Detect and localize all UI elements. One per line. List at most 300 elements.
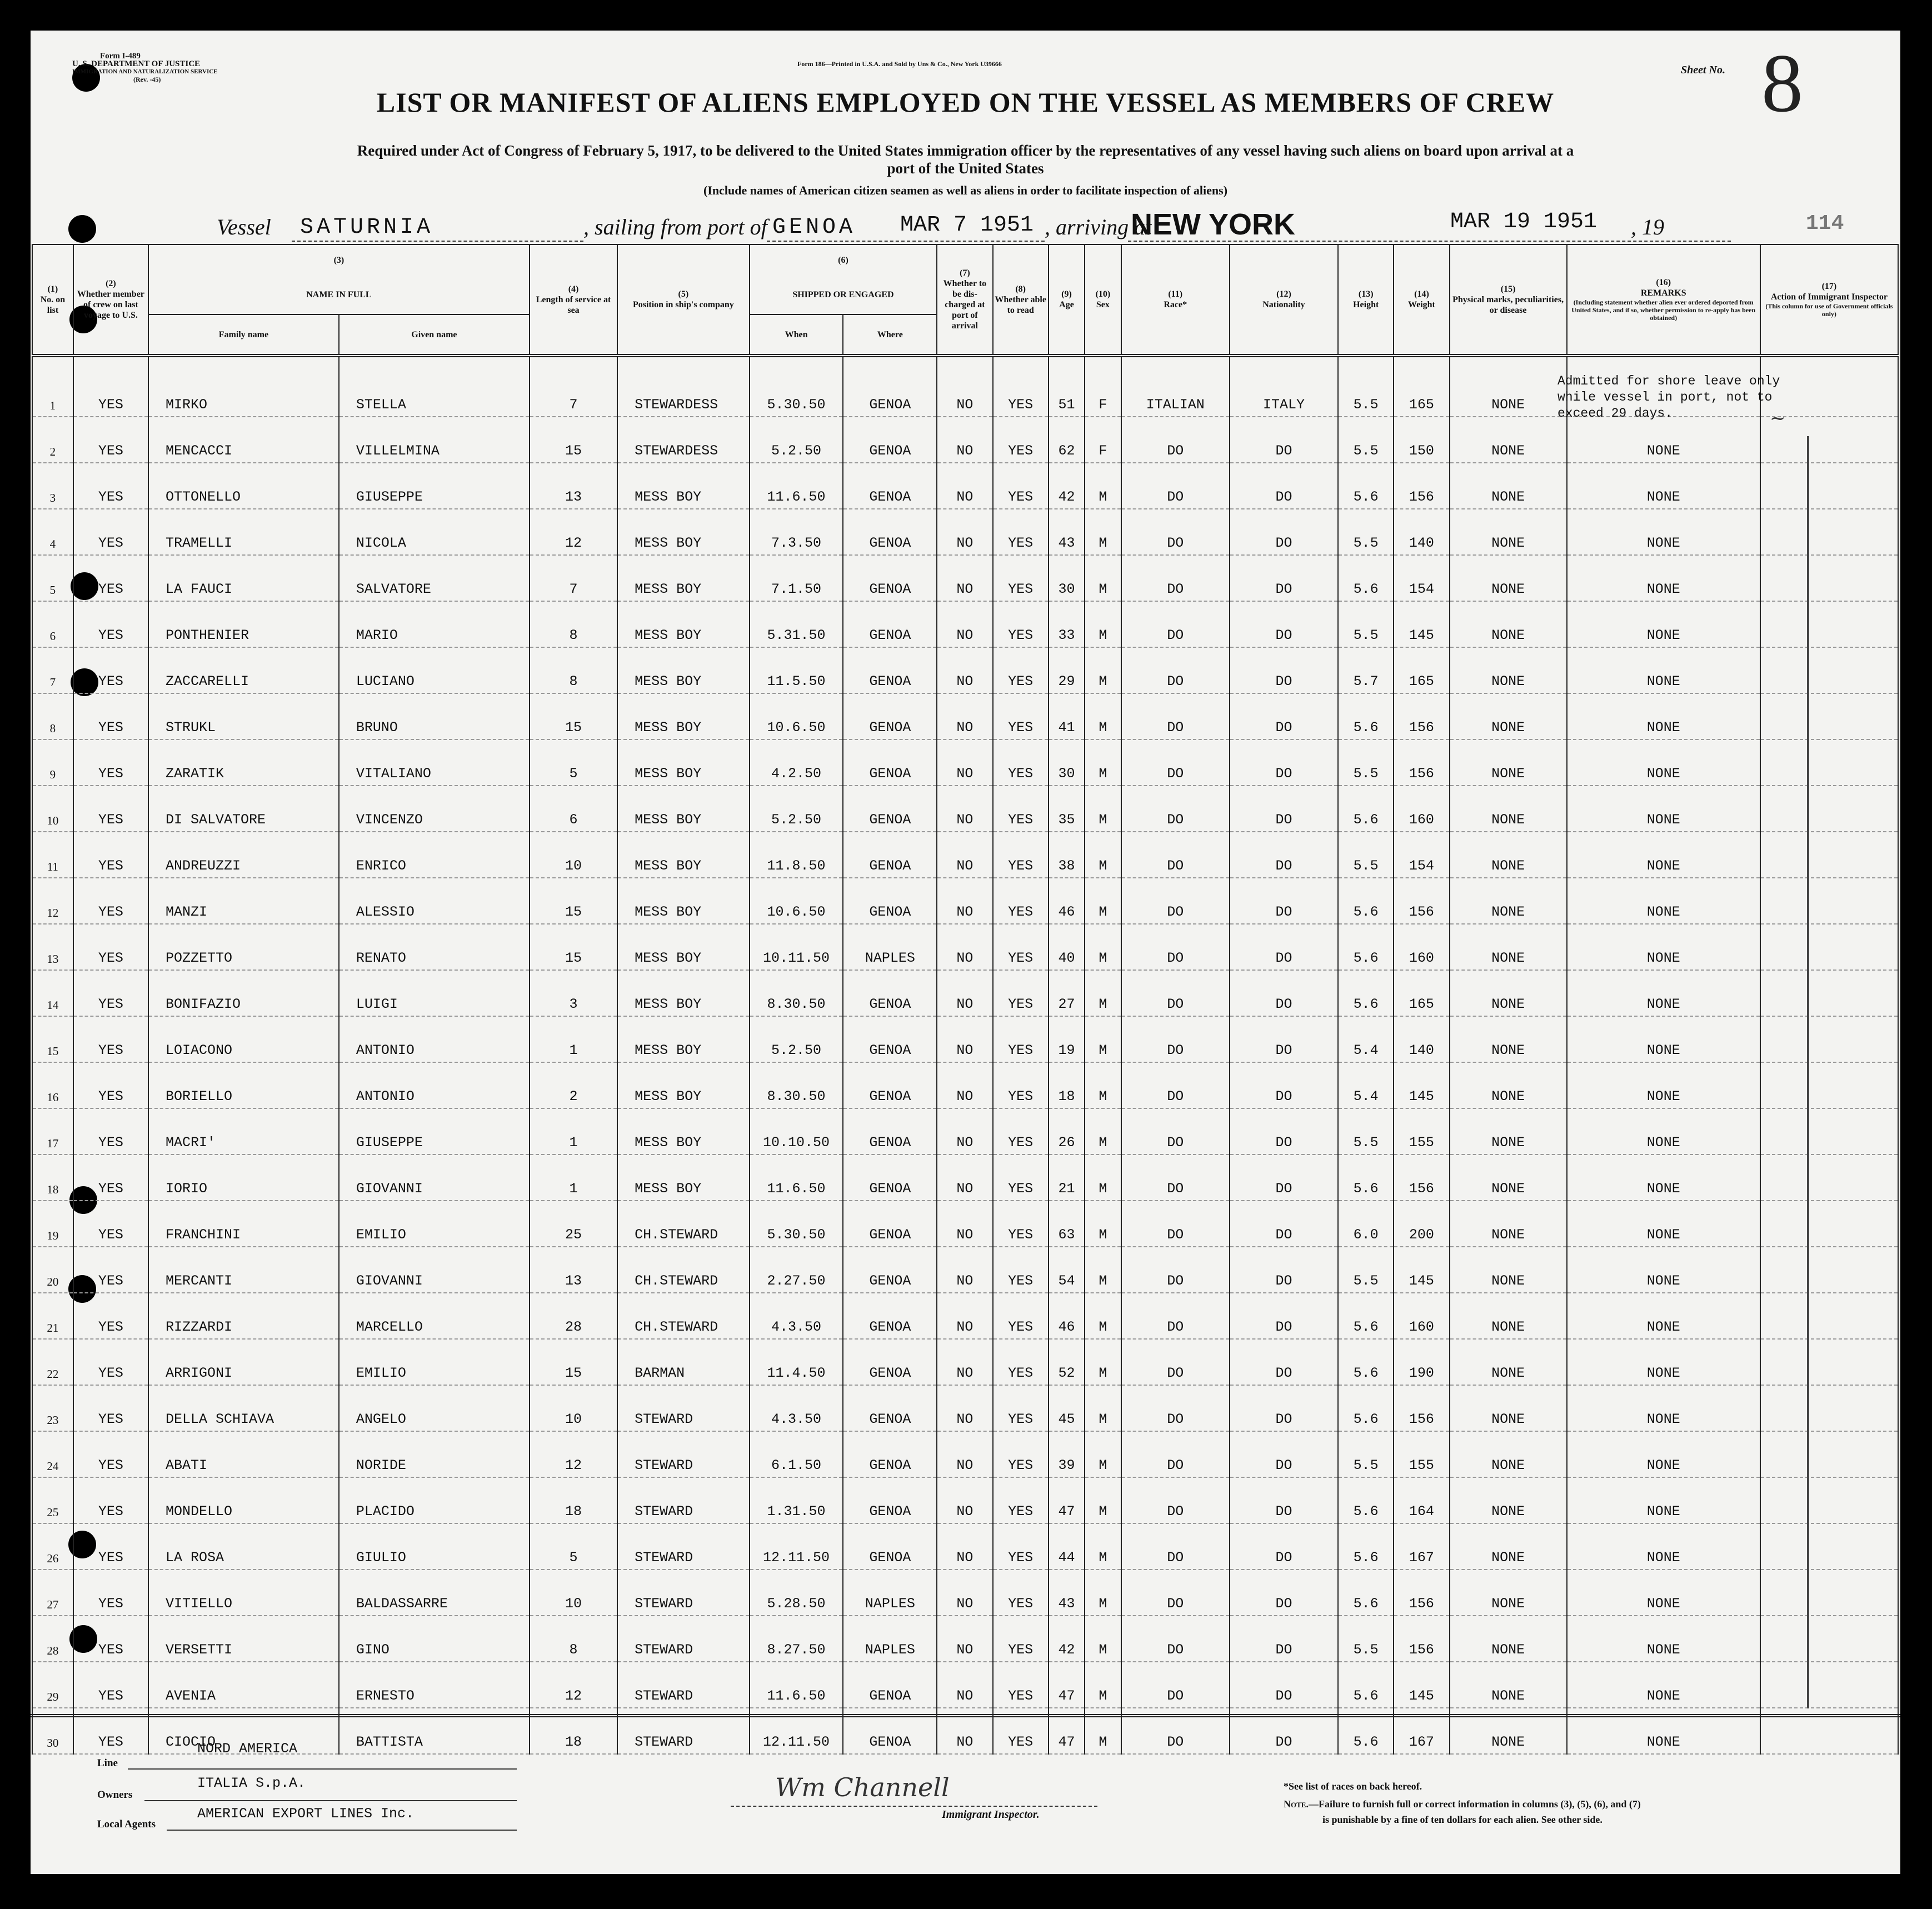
inspector-action-cell: [1760, 1339, 1898, 1385]
weight-cell: 156: [1394, 693, 1449, 739]
remarks-cell: NONE: [1567, 970, 1760, 1016]
table-row: [32, 1431, 1898, 1477]
physical-marks-cell: NONE: [1450, 786, 1567, 832]
shipped-when-cell: 11.4.50: [750, 1339, 843, 1385]
service-name: IMMIGRATION AND NATURALIZATION SERVICE: [72, 68, 218, 75]
remarks-cell: NONE: [1567, 693, 1760, 739]
given-name-cell: ANTONIO: [339, 1016, 530, 1062]
height-cell: 5.5: [1338, 417, 1394, 463]
nationality-cell: DO: [1230, 693, 1338, 739]
race-cell: DO: [1121, 1431, 1230, 1477]
height-cell: 5.4: [1338, 1062, 1394, 1108]
sex-cell: M: [1085, 1431, 1121, 1477]
discharge-cell: NO: [937, 1385, 992, 1431]
table-row: [32, 1293, 1898, 1339]
family-name-cell: MONDELLO: [148, 1477, 339, 1523]
position-cell: MESS BOY: [617, 509, 749, 555]
age-cell: 26: [1049, 1108, 1085, 1155]
owners-value: ITALIA S.p.A.: [197, 1775, 306, 1791]
position-cell: MESS BOY: [617, 924, 749, 970]
inspector-action-cell: [1760, 1016, 1898, 1062]
remarks-cell: NONE: [1567, 878, 1760, 924]
row-number: 23: [32, 1385, 73, 1431]
remarks-cell: NONE: [1567, 1523, 1760, 1570]
race-cell: DO: [1121, 970, 1230, 1016]
sex-cell: M: [1085, 832, 1121, 878]
service-length-cell: 7: [530, 555, 617, 601]
col-header-height: (13) Height: [1338, 244, 1394, 356]
race-cell: DO: [1121, 1016, 1230, 1062]
given-name-cell: NICOLA: [339, 509, 530, 555]
col-header-sex: (10) Sex: [1085, 244, 1121, 356]
physical-marks-cell: NONE: [1450, 463, 1567, 509]
inspector-action-cell: [1760, 1431, 1898, 1477]
shipped-where-cell: GENOA: [843, 1477, 937, 1523]
sheet-label: Sheet No.: [1681, 64, 1725, 76]
race-cell: DO: [1121, 647, 1230, 693]
race-cell: DO: [1121, 601, 1230, 647]
nationality-cell: DO: [1230, 1431, 1338, 1477]
shipped-where-cell: GENOA: [843, 1339, 937, 1385]
race-cell: DO: [1121, 693, 1230, 739]
physical-marks-cell: NONE: [1450, 1662, 1567, 1708]
can-read-cell: YES: [993, 1431, 1049, 1477]
physical-marks-cell: NONE: [1450, 1708, 1567, 1754]
note-label: Note.: [1284, 1798, 1309, 1810]
table-row: [32, 832, 1898, 878]
sex-cell: M: [1085, 1477, 1121, 1523]
col-header-no: (1) No. on list: [32, 244, 73, 356]
nationality-cell: DO: [1230, 739, 1338, 786]
height-cell: 5.6: [1338, 1339, 1394, 1385]
row-number: 25: [32, 1477, 73, 1523]
position-cell: STEWARD: [617, 1431, 749, 1477]
agents-value: AMERICAN EXPORT LINES Inc.: [197, 1806, 415, 1822]
age-cell: 39: [1049, 1431, 1085, 1477]
nationality-cell: DO: [1230, 509, 1338, 555]
can-read-cell: YES: [993, 739, 1049, 786]
shipped-where-cell: NAPLES: [843, 1570, 937, 1616]
physical-marks-cell: NONE: [1450, 356, 1567, 417]
sailing-date: MAR 7 1951: [900, 213, 1034, 238]
shipped-where-cell: GENOA: [843, 1016, 937, 1062]
given-name-cell: LUCIANO: [339, 647, 530, 693]
table-row: [32, 1339, 1898, 1385]
table-row: [32, 970, 1898, 1016]
family-name-cell: MERCANTI: [148, 1247, 339, 1293]
shipped-where-cell: GENOA: [843, 1385, 937, 1431]
remarks-cell: NONE: [1567, 1616, 1760, 1662]
col-header-given-name: Given name: [339, 314, 530, 356]
prev-voyage-cell: YES: [73, 693, 148, 739]
shipped-where-cell: GENOA: [843, 555, 937, 601]
height-cell: 5.6: [1338, 463, 1394, 509]
service-length-cell: 1: [530, 1108, 617, 1155]
discharge-cell: NO: [937, 693, 992, 739]
table-row: [32, 693, 1898, 739]
prev-voyage-cell: YES: [73, 1155, 148, 1201]
race-cell: DO: [1121, 1155, 1230, 1201]
remarks-cell: NONE: [1567, 1293, 1760, 1339]
given-name-cell: EMILIO: [339, 1339, 530, 1385]
row-number: 29: [32, 1662, 73, 1708]
inspector-action-cell: [1760, 832, 1898, 878]
row-number: 11: [32, 832, 73, 878]
discharge-cell: NO: [937, 1155, 992, 1201]
shipped-when-cell: 4.3.50: [750, 1385, 843, 1431]
can-read-cell: YES: [993, 1108, 1049, 1155]
position-cell: MESS BOY: [617, 1155, 749, 1201]
table-row: [32, 739, 1898, 786]
col-header-prev-crew: (2) Whether member of crew on last voyage to U.S.: [73, 244, 148, 356]
race-cell: DO: [1121, 878, 1230, 924]
position-cell: STEWARD: [617, 1385, 749, 1431]
physical-marks-cell: NONE: [1450, 1431, 1567, 1477]
service-length-cell: 12: [530, 1662, 617, 1708]
inspector-action-cell: [1760, 1616, 1898, 1662]
table-row: [32, 1062, 1898, 1108]
race-cell: DO: [1121, 417, 1230, 463]
service-length-cell: 18: [530, 1477, 617, 1523]
shipped-where-cell: GENOA: [843, 647, 937, 693]
crew-manifest-table: [32, 244, 1899, 1755]
col-header-when: When: [750, 314, 843, 356]
inspector-label: Immigrant Inspector.: [942, 1808, 1040, 1821]
height-cell: 5.5: [1338, 1431, 1394, 1477]
position-cell: CH.STEWARD: [617, 1201, 749, 1247]
note-text-1: —Failure to furnish full or correct information in columns (3), (5), (6), and (7): [1308, 1798, 1641, 1810]
can-read-cell: YES: [993, 1155, 1049, 1201]
service-length-cell: 5: [530, 1523, 617, 1570]
signature-underline: [731, 1806, 1097, 1807]
weight-cell: 167: [1394, 1708, 1449, 1754]
age-cell: 42: [1049, 1616, 1085, 1662]
row-number: 26: [32, 1523, 73, 1570]
nationality-cell: DO: [1230, 878, 1338, 924]
race-cell: DO: [1121, 1523, 1230, 1570]
table-row: [32, 924, 1898, 970]
service-length-cell: 25: [530, 1201, 617, 1247]
shipped-where-cell: GENOA: [843, 1431, 937, 1477]
can-read-cell: YES: [993, 970, 1049, 1016]
discharge-cell: NO: [937, 1247, 992, 1293]
prev-voyage-cell: YES: [73, 832, 148, 878]
discharge-cell: NO: [937, 1431, 992, 1477]
height-cell: 5.6: [1338, 1155, 1394, 1201]
position-cell: MESS BOY: [617, 601, 749, 647]
can-read-cell: YES: [993, 509, 1049, 555]
discharge-cell: NO: [937, 555, 992, 601]
can-read-cell: YES: [993, 693, 1049, 739]
table-row: [32, 509, 1898, 555]
can-read-cell: YES: [993, 1708, 1049, 1754]
table-row: [32, 1523, 1898, 1570]
row-number: 8: [32, 693, 73, 739]
inspector-action-cell: [1760, 463, 1898, 509]
position-cell: CH.STEWARD: [617, 1247, 749, 1293]
shipped-where-cell: NAPLES: [843, 1616, 937, 1662]
remarks-cell: NONE: [1567, 1339, 1760, 1385]
race-cell: DO: [1121, 739, 1230, 786]
sex-cell: M: [1085, 1523, 1121, 1570]
col-header-nationality: (12) Nationality: [1230, 244, 1338, 356]
owners-label: Owners: [97, 1789, 133, 1801]
shipped-where-cell: NAPLES: [843, 924, 937, 970]
weight-cell: 167: [1394, 1523, 1449, 1570]
nationality-cell: DO: [1230, 1616, 1338, 1662]
shipped-where-cell: GENOA: [843, 1062, 937, 1108]
nationality-cell: DO: [1230, 1523, 1338, 1570]
shipped-when-cell: 5.2.50: [750, 786, 843, 832]
physical-marks-cell: NONE: [1450, 1155, 1567, 1201]
given-name-cell: ENRICO: [339, 832, 530, 878]
requirement-line2: port of the United States: [887, 160, 1044, 177]
table-row: [32, 555, 1898, 601]
prev-voyage-cell: YES: [73, 1062, 148, 1108]
remarks-cell: NONE: [1567, 1431, 1760, 1477]
inspector-action-cell: [1760, 1247, 1898, 1293]
sex-cell: M: [1085, 1016, 1121, 1062]
can-read-cell: YES: [993, 1062, 1049, 1108]
nationality-cell: DO: [1230, 1108, 1338, 1155]
footer-rule: [31, 1714, 1900, 1717]
prev-voyage-cell: YES: [73, 1523, 148, 1570]
discharge-cell: NO: [937, 417, 992, 463]
physical-marks-cell: NONE: [1450, 647, 1567, 693]
family-name-cell: ZACCARELLI: [148, 647, 339, 693]
height-cell: 6.0: [1338, 1201, 1394, 1247]
physical-marks-cell: NONE: [1450, 1201, 1567, 1247]
nationality-cell: DO: [1230, 1016, 1338, 1062]
punch-hole: [68, 215, 96, 243]
table-row: [32, 1016, 1898, 1062]
family-name-cell: VERSETTI: [148, 1616, 339, 1662]
weight-cell: 154: [1394, 832, 1449, 878]
given-name-cell: ANTONIO: [339, 1062, 530, 1108]
discharge-cell: NO: [937, 1108, 992, 1155]
race-cell: DO: [1121, 1385, 1230, 1431]
physical-marks-cell: NONE: [1450, 1523, 1567, 1570]
physical-marks-cell: NONE: [1450, 1477, 1567, 1523]
prev-voyage-cell: YES: [73, 417, 148, 463]
discharge-cell: NO: [937, 924, 992, 970]
shipped-where-cell: GENOA: [843, 739, 937, 786]
position-cell: MESS BOY: [617, 878, 749, 924]
prev-voyage-cell: YES: [73, 1293, 148, 1339]
race-cell: DO: [1121, 555, 1230, 601]
position-cell: STEWARD: [617, 1523, 749, 1570]
table-row: [32, 878, 1898, 924]
height-cell: 5.6: [1338, 1385, 1394, 1431]
given-name-cell: GINO: [339, 1616, 530, 1662]
discharge-cell: NO: [937, 1570, 992, 1616]
table-row: [32, 1247, 1898, 1293]
col-header-weight: (14) Weight: [1394, 244, 1449, 356]
row-number: 28: [32, 1616, 73, 1662]
col-header-name-in-full: NAME IN FULL: [148, 276, 530, 314]
race-cell: DO: [1121, 1708, 1230, 1754]
inspector-action-cell: [1760, 739, 1898, 786]
shipped-when-cell: 5.2.50: [750, 1016, 843, 1062]
age-cell: 33: [1049, 601, 1085, 647]
row-number: 1: [32, 356, 73, 417]
nationality-cell: DO: [1230, 1385, 1338, 1431]
remark-shore-leave: Admitted for shore leave only while vessel in port, not to exceed 29 days.: [1557, 374, 1780, 421]
shipped-when-cell: 4.3.50: [750, 1293, 843, 1339]
sex-cell: M: [1085, 1385, 1121, 1431]
physical-marks-cell: NONE: [1450, 417, 1567, 463]
row-number: 30: [32, 1708, 73, 1754]
row-number: 3: [32, 463, 73, 509]
can-read-cell: YES: [993, 1293, 1049, 1339]
weight-cell: 145: [1394, 1247, 1449, 1293]
printer-line: Form 186—Printed in U.S.A. and Sold by Uns & Co., New York U39666: [797, 60, 1002, 68]
service-length-cell: 18: [530, 1708, 617, 1754]
inspector-action-cell: [1760, 970, 1898, 1016]
col-header-physical-marks: (15) Physical marks, peculiarities, or disease: [1450, 244, 1567, 356]
age-cell: 18: [1049, 1062, 1085, 1108]
sex-cell: M: [1085, 1247, 1121, 1293]
nationality-cell: DO: [1230, 1570, 1338, 1616]
shipped-when-cell: 12.11.50: [750, 1523, 843, 1570]
height-cell: 5.6: [1338, 1477, 1394, 1523]
family-name-cell: TRAMELLI: [148, 509, 339, 555]
sex-cell: M: [1085, 555, 1121, 601]
discharge-cell: NO: [937, 1201, 992, 1247]
height-cell: 5.6: [1338, 1523, 1394, 1570]
race-cell: DO: [1121, 1062, 1230, 1108]
height-cell: 5.6: [1338, 1570, 1394, 1616]
nationality-cell: DO: [1230, 1662, 1338, 1708]
shipped-when-cell: 11.5.50: [750, 647, 843, 693]
discharge-cell: NO: [937, 1062, 992, 1108]
shipped-where-cell: GENOA: [843, 1201, 937, 1247]
physical-marks-cell: NONE: [1450, 555, 1567, 601]
age-cell: 46: [1049, 878, 1085, 924]
weight-cell: 165: [1394, 647, 1449, 693]
race-cell: ITALIAN: [1121, 356, 1230, 417]
age-cell: 45: [1049, 1385, 1085, 1431]
given-name-cell: ALESSIO: [339, 878, 530, 924]
given-name-cell: GIUSEPPE: [339, 463, 530, 509]
remarks-cell: NONE: [1567, 647, 1760, 693]
shipped-when-cell: 4.2.50: [750, 739, 843, 786]
year-label: , 19: [1631, 214, 1664, 239]
height-cell: 5.4: [1338, 1016, 1394, 1062]
physical-marks-cell: NONE: [1450, 1247, 1567, 1293]
age-cell: 30: [1049, 739, 1085, 786]
col-header-discharge: (7) Whether to be dis-charged at port of arrival: [937, 244, 992, 356]
col-header-service: (4) Length of service at sea: [530, 244, 617, 356]
remarks-cell: NONE: [1567, 786, 1760, 832]
col-header-position: (5) Position in ship's company: [617, 244, 749, 356]
prev-voyage-cell: YES: [73, 1662, 148, 1708]
family-name-cell: BORIELLO: [148, 1062, 339, 1108]
table-row: [32, 1570, 1898, 1616]
shipped-when-cell: 8.27.50: [750, 1616, 843, 1662]
given-name-cell: NORIDE: [339, 1431, 530, 1477]
family-name-cell: LA ROSA: [148, 1523, 339, 1570]
sex-cell: M: [1085, 601, 1121, 647]
sex-cell: M: [1085, 1616, 1121, 1662]
service-length-cell: 3: [530, 970, 617, 1016]
shipped-where-cell: GENOA: [843, 970, 937, 1016]
remarks-cell: NONE: [1567, 1155, 1760, 1201]
weight-cell: 150: [1394, 417, 1449, 463]
can-read-cell: YES: [993, 647, 1049, 693]
col-header-remarks: (16) REMARKS (Including statement whether alien ever ordered deported from United States, and if so, whether permission to re-apply has been obtained): [1567, 244, 1760, 356]
penalty-note: [1284, 1798, 1641, 1810]
remarks-cell: NONE: [1567, 1570, 1760, 1616]
weight-cell: 156: [1394, 1570, 1449, 1616]
race-cell: DO: [1121, 832, 1230, 878]
family-name-cell: MIRKO: [148, 356, 339, 417]
can-read-cell: YES: [993, 786, 1049, 832]
shipped-when-cell: 5.31.50: [750, 601, 843, 647]
age-cell: 27: [1049, 970, 1085, 1016]
table-row: [32, 1108, 1898, 1155]
vessel-underline: [292, 241, 583, 242]
can-read-cell: YES: [993, 1523, 1049, 1570]
given-name-cell: GIUSEPPE: [339, 1108, 530, 1155]
age-cell: 44: [1049, 1523, 1085, 1570]
remarks-cell: NONE: [1567, 1385, 1760, 1431]
sex-cell: M: [1085, 1155, 1121, 1201]
family-name-cell: IORIO: [148, 1155, 339, 1201]
sex-cell: F: [1085, 356, 1121, 417]
can-read-cell: YES: [993, 555, 1049, 601]
position-cell: STEWARD: [617, 1708, 749, 1754]
prev-voyage-cell: YES: [73, 1431, 148, 1477]
age-cell: 47: [1049, 1477, 1085, 1523]
race-cell: DO: [1121, 1108, 1230, 1155]
race-cell: DO: [1121, 1616, 1230, 1662]
age-cell: 30: [1049, 555, 1085, 601]
inspector-action-cell: [1760, 878, 1898, 924]
nationality-cell: DO: [1230, 970, 1338, 1016]
sex-cell: M: [1085, 786, 1121, 832]
inspector-initials: ~: [1770, 407, 1786, 429]
shipped-when-cell: 8.30.50: [750, 1062, 843, 1108]
discharge-cell: NO: [937, 878, 992, 924]
shipped-when-cell: 11.6.50: [750, 1662, 843, 1708]
row-number: 7: [32, 647, 73, 693]
position-cell: MESS BOY: [617, 1108, 749, 1155]
shipped-where-cell: GENOA: [843, 1155, 937, 1201]
shipped-when-cell: 10.6.50: [750, 878, 843, 924]
nationality-cell: DO: [1230, 555, 1338, 601]
nationality-cell: DO: [1230, 1708, 1338, 1754]
arrival-port: NEW YORK: [1131, 208, 1296, 241]
inspector-action-cell: [1760, 1062, 1898, 1108]
weight-cell: 156: [1394, 1155, 1449, 1201]
inspector-action-cell: [1760, 509, 1898, 555]
sex-cell: M: [1085, 1570, 1121, 1616]
race-cell: DO: [1121, 1247, 1230, 1293]
family-name-cell: STRUKL: [148, 693, 339, 739]
position-cell: MESS BOY: [617, 970, 749, 1016]
given-name-cell: RENATO: [339, 924, 530, 970]
inspector-action-cell: [1760, 924, 1898, 970]
discharge-cell: NO: [937, 463, 992, 509]
can-read-cell: YES: [993, 1616, 1049, 1662]
can-read-cell: YES: [993, 1570, 1049, 1616]
weight-cell: 156: [1394, 1616, 1449, 1662]
weight-cell: 140: [1394, 509, 1449, 555]
shipped-where-cell: GENOA: [843, 1108, 937, 1155]
family-name-cell: ZARATIK: [148, 739, 339, 786]
service-length-cell: 15: [530, 878, 617, 924]
